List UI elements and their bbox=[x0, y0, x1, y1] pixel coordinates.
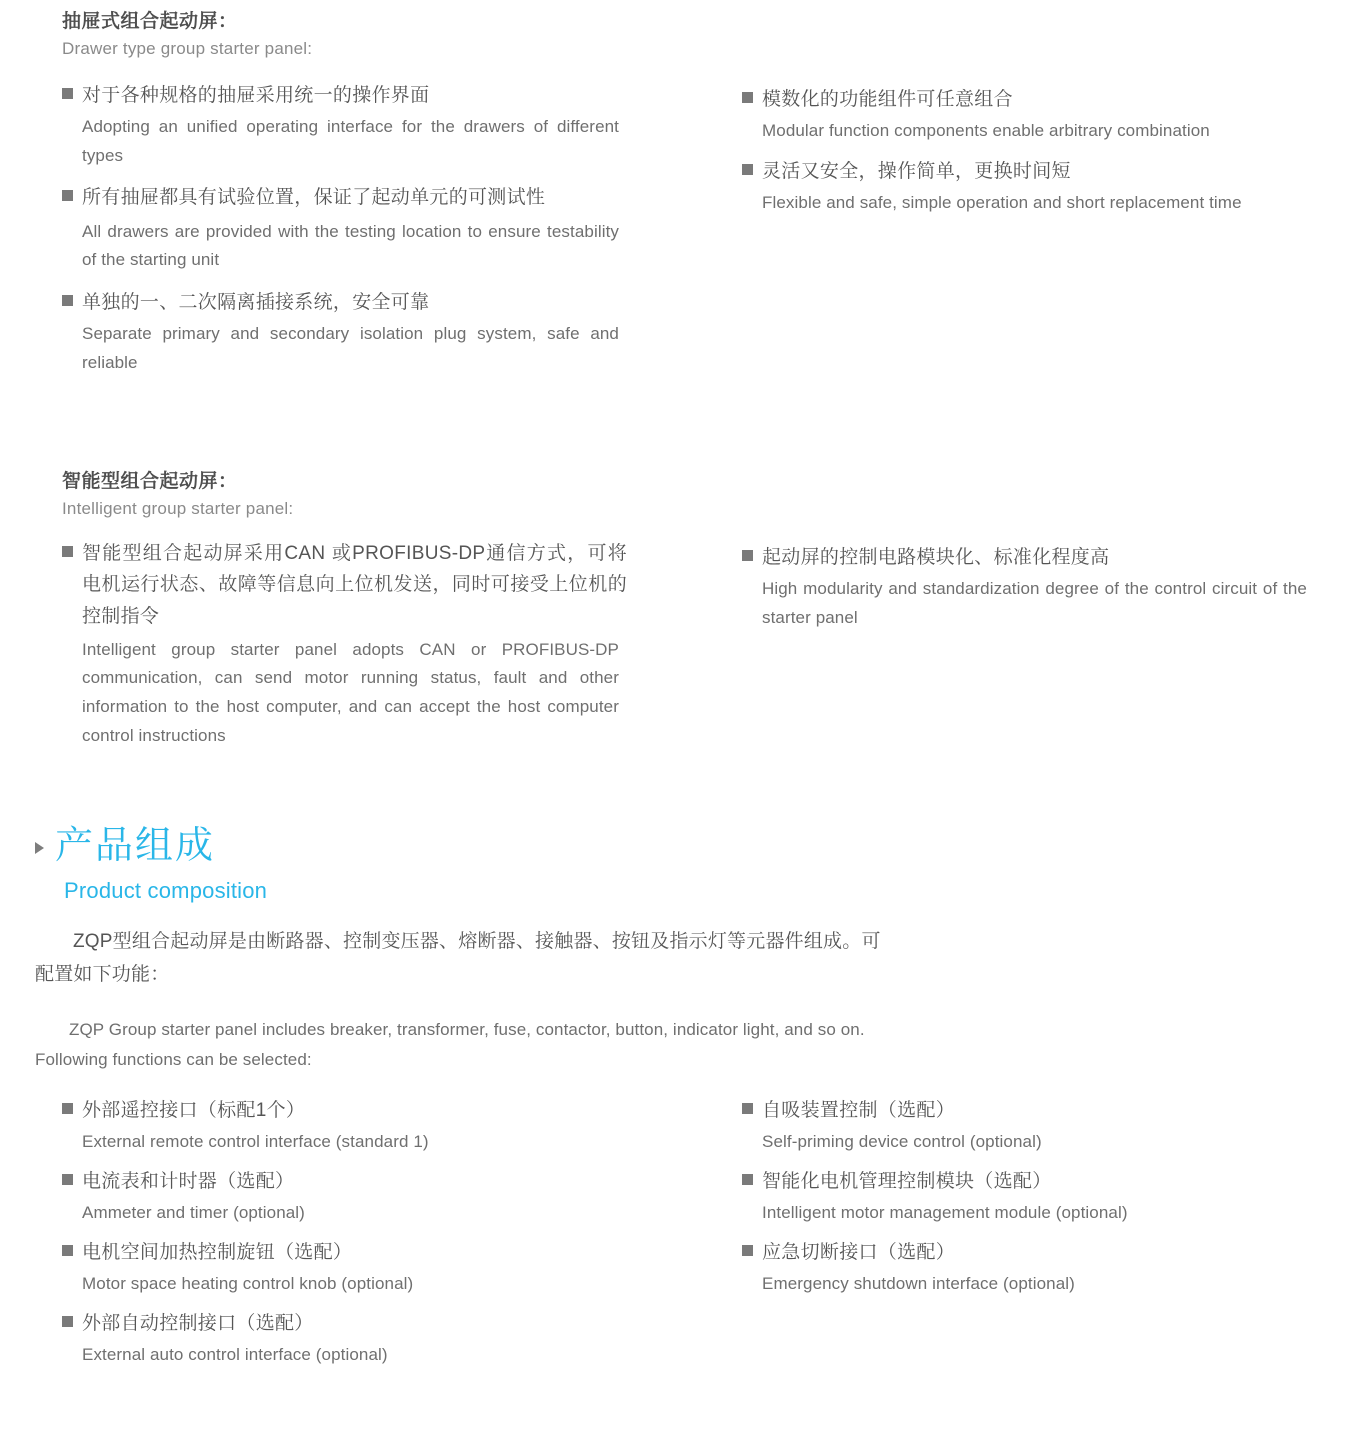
list-item bbox=[62, 182, 637, 213]
list-item bbox=[62, 538, 637, 632]
product-composition-heading bbox=[35, 826, 735, 904]
list-item-label-en: Flexible and safe, simple operation and short replacement time bbox=[762, 193, 1242, 213]
square-bullet-icon bbox=[742, 92, 753, 103]
square-bullet-icon bbox=[62, 1245, 73, 1256]
list-item-label-cn: 智能化电机管理控制模块（选配） bbox=[762, 1170, 1052, 1192]
list-item-label-en: Intelligent motor management module (optional) bbox=[762, 1203, 1128, 1223]
square-bullet-icon bbox=[62, 295, 73, 306]
square-bullet-icon bbox=[742, 1174, 753, 1185]
product-composition-paragraph-cn: ZQP型组合起动屏是由断路器、控制变压器、熔断器、接触器、按钮及指示灯等元器件组成。可配置如下功能： bbox=[35, 931, 881, 986]
list-item bbox=[62, 1308, 637, 1339]
square-bullet-icon bbox=[62, 88, 73, 99]
section-intelligent-title-en: Intelligent group starter panel: bbox=[62, 498, 294, 518]
list-item-label-en: External remote control interface (standard 1) bbox=[82, 1132, 429, 1152]
list-item-label-cn: 智能型组合起动屏采用CAN 或PROFIBUS-DP通信方式，可将电机运行状态、故障等信息向上位机发送，同时可接受上位机的控制指令 bbox=[82, 542, 627, 627]
list-item-label-en: All drawers are provided with the testing location to ensure testability of the starting unit bbox=[82, 221, 619, 270]
list-item-label-cn: 单独的一、二次隔离插接系统，安全可靠 bbox=[82, 291, 430, 313]
section-intelligent-title-cn: 智能型组合起动屏： bbox=[62, 471, 238, 492]
list-item bbox=[62, 1237, 637, 1268]
square-bullet-icon bbox=[62, 1103, 73, 1114]
list-item-label-en: Emergency shutdown interface (optional) bbox=[762, 1274, 1075, 1294]
list-item-label-en: Intelligent group starter panel adopts CAN or PROFIBUS-DP communication, can send motor running status, fault and other information to the host computer, and can accept the host computer control instructions bbox=[82, 639, 619, 745]
list-item bbox=[62, 1095, 637, 1126]
list-item bbox=[742, 1095, 1302, 1126]
list-item-label-en: External auto control interface (optional) bbox=[82, 1345, 388, 1365]
list-item-label-cn: 对于各种规格的抽屉采用统一的操作界面 bbox=[82, 84, 430, 106]
section-intelligent-left-column bbox=[62, 470, 637, 750]
list-item-label-cn: 起动屏的控制电路模块化、标准化程度高 bbox=[762, 547, 1110, 568]
section-drawer-title-en: Drawer type group starter panel: bbox=[62, 38, 313, 58]
list-item bbox=[62, 1166, 637, 1197]
section-drawer-right-column bbox=[742, 84, 1302, 218]
square-bullet-icon bbox=[62, 1316, 73, 1327]
list-item-label-en: Motor space heating control knob (optional) bbox=[82, 1274, 414, 1294]
square-bullet-icon bbox=[62, 1174, 73, 1185]
section-drawer-left-column bbox=[62, 10, 637, 377]
list-item-label-cn: 模数化的功能组件可任意组合 bbox=[762, 89, 1013, 110]
square-bullet-icon bbox=[62, 546, 73, 557]
list-item-label-cn: 电流表和计时器（选配） bbox=[82, 1170, 295, 1192]
list-item bbox=[62, 80, 637, 111]
list-item-label-cn: 外部自动控制接口（选配） bbox=[82, 1312, 314, 1334]
list-item-label-cn: 自吸装置控制（选配） bbox=[762, 1100, 956, 1121]
list-item bbox=[62, 287, 637, 318]
square-bullet-icon bbox=[742, 164, 753, 175]
section-intelligent-right-column bbox=[742, 542, 1307, 632]
page-title: 产品组成 bbox=[55, 825, 216, 867]
list-item-label-cn: 应急切断接口（选配） bbox=[762, 1241, 956, 1263]
page-subtitle: Product composition bbox=[64, 877, 268, 903]
square-bullet-icon bbox=[742, 1103, 753, 1114]
list-item-label-en: Adopting an unified operating interface for the drawers of different types bbox=[82, 117, 619, 165]
bullet-list-drawer-left bbox=[62, 80, 637, 377]
bullet-list-intelligent-left bbox=[62, 538, 637, 750]
square-bullet-icon bbox=[742, 1245, 753, 1256]
list-item bbox=[742, 1237, 1302, 1268]
heading-row bbox=[35, 826, 735, 868]
list-item-label-cn: 灵活又安全，操作简单，更换时间短 bbox=[762, 160, 1071, 182]
list-item-label-cn: 电机空间加热控制旋钮（选配） bbox=[82, 1241, 353, 1263]
list-item bbox=[742, 542, 1302, 573]
bullet-list-drawer-right bbox=[742, 84, 1302, 218]
product-composition-left-column bbox=[62, 1095, 637, 1370]
list-item-label-en: High modularity and standardization degree of the control circuit of the starter panel bbox=[762, 579, 1307, 627]
list-item-label-cn: 所有抽屉都具有试验位置，保证了起动单元的可测试性 bbox=[82, 187, 546, 209]
list-item-label-en: Self-priming device control (optional) bbox=[762, 1132, 1042, 1152]
triangle-bullet-icon bbox=[35, 842, 44, 854]
list-item-label-en: Ammeter and timer (optional) bbox=[82, 1203, 305, 1223]
list-item bbox=[742, 1166, 1302, 1197]
list-item-label-en: Modular function components enable arbitrary combination bbox=[762, 121, 1210, 141]
list-item bbox=[742, 156, 1302, 187]
product-composition-paragraph-en: ZQP Group starter panel includes breaker, transformer, fuse, contactor, button, indicator light, and so on. Following functions can be selected: bbox=[35, 1020, 865, 1069]
list-item-label-cn: 外部遥控接口（标配1个） bbox=[82, 1100, 306, 1121]
product-composition-right-column bbox=[742, 1095, 1302, 1299]
square-bullet-icon bbox=[742, 550, 753, 561]
section-drawer-title-cn: 抽屉式组合起动屏： bbox=[62, 11, 238, 32]
list-item bbox=[742, 84, 1302, 115]
list-item-label-en: Separate primary and secondary isolation plug system, safe and reliable bbox=[82, 324, 619, 372]
